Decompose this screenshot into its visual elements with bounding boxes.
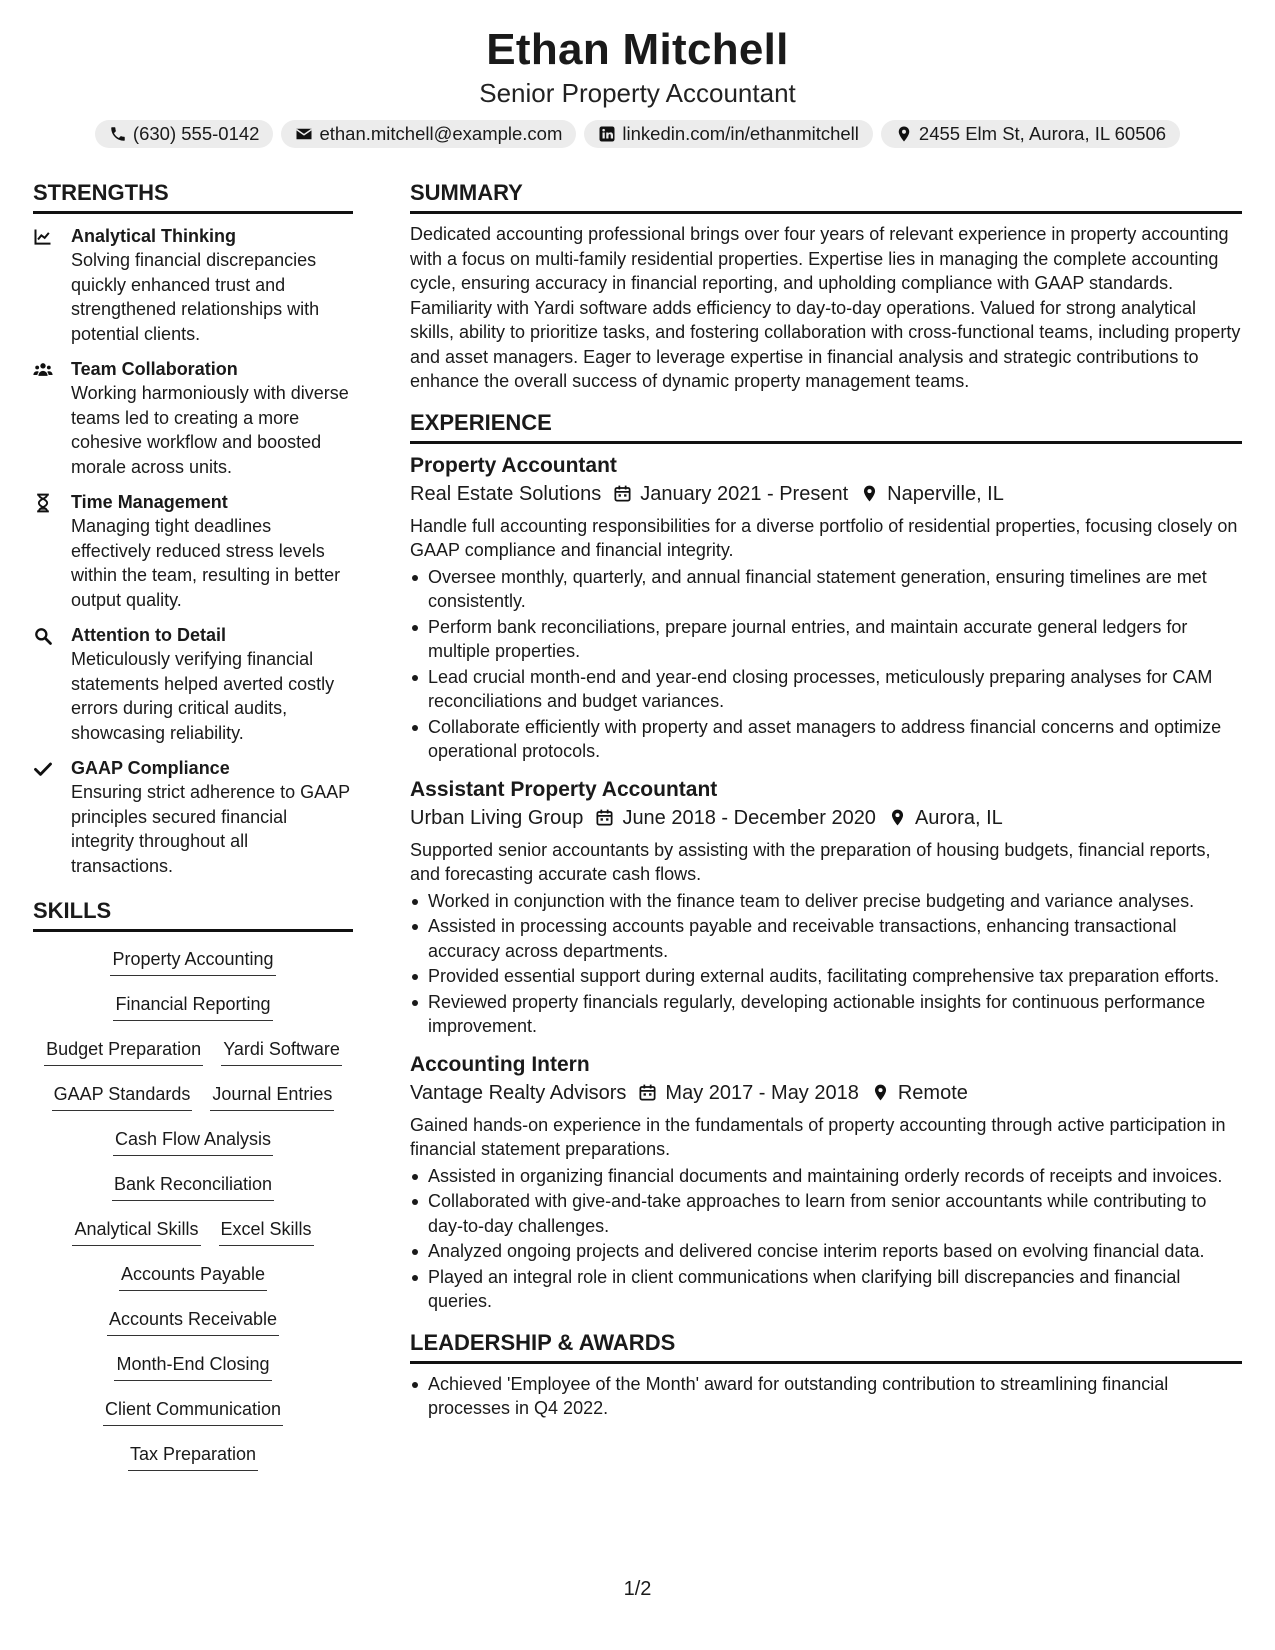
job-company: Urban Living Group (410, 806, 584, 829)
job-description: Handle full accounting responsibilities for a diverse portfolio of residential properties, focusing closely on GAAP compliance and financial integrity. (410, 515, 1238, 560)
strength-title: Team Collaboration (71, 359, 238, 379)
job-bullets (410, 565, 1242, 764)
chart-line-icon (33, 227, 53, 247)
map-pin-icon (860, 484, 879, 503)
job-dates: January 2021 - Present (640, 482, 849, 505)
job-description: Supported senior accountants by assisting with the preparation of housing budgets, financial reports, and forecasting accurate cash flows. (410, 839, 1211, 884)
linkedin-icon (598, 125, 616, 143)
contact-email-text: ethan.mitchell@example.com (319, 123, 563, 144)
job-title: Assistant Property Accountant (410, 777, 718, 801)
skill-tag: Cash Flow Analysis (113, 1126, 273, 1156)
job-bullet: Assisted in processing accounts payable and receivable transactions, enhancing transactional accuracy across departments. (410, 914, 1242, 963)
skill-tag: Tax Preparation (128, 1441, 258, 1471)
job-bullet: Analyzed ongoing projects and delivered concise interim reports based on evolving financial data. (410, 1239, 1242, 1264)
strength-desc: Meticulously verifying financial statements helped averted costly errors during critical audits, showcasing reliability. (71, 649, 335, 743)
contact-linkedin-text: linkedin.com/in/ethanmitchell (622, 123, 859, 144)
job-meta (410, 480, 1242, 508)
job-company: Real Estate Solutions (410, 482, 602, 505)
envelope-icon (295, 125, 313, 143)
strength-item (33, 224, 353, 346)
strength-item (33, 490, 353, 612)
summary-section (410, 178, 1242, 394)
skill-tag: Excel Skills (219, 1216, 314, 1246)
job-bullet: Collaborated with give-and-take approaches to learn from senior accountants while contributing to day-to-day challenges. (410, 1189, 1242, 1238)
contact-email[interactable] (281, 120, 576, 148)
contact-linkedin[interactable] (584, 120, 873, 148)
skill-tag: Budget Preparation (44, 1036, 203, 1066)
skill-tag: Client Communication (103, 1396, 283, 1426)
skill-tag: Journal Entries (210, 1081, 334, 1111)
strengths-section (33, 178, 353, 878)
skill-tag: Month-End Closing (114, 1351, 271, 1381)
strength-title: Attention to Detail (71, 625, 226, 645)
job-title: Accounting Intern (410, 1052, 590, 1076)
strength-item (33, 357, 353, 479)
leadership-bullets (410, 1372, 1242, 1421)
map-pin-icon (888, 808, 907, 827)
phone-icon (109, 125, 127, 143)
skill-tag: Yardi Software (221, 1036, 342, 1066)
skill-tag: Financial Reporting (113, 991, 272, 1021)
job-meta (410, 804, 1242, 832)
page-number: 1/2 (623, 1578, 652, 1600)
strength-title: Time Management (71, 492, 228, 512)
job-bullet: Oversee monthly, quarterly, and annual financial statement generation, ensuring timelines are met consistently. (410, 565, 1242, 614)
job-bullet: Perform bank reconciliations, prepare journal entries, and maintain accurate general ledgers for multiple properties. (410, 615, 1242, 664)
calendar-icon (638, 1083, 657, 1102)
job-location: Naperville, IL (887, 482, 1004, 505)
resume-header (0, 0, 1275, 148)
skills-section (33, 896, 353, 1486)
experience-heading: EXPERIENCE (410, 408, 1242, 444)
contact-phone-text: (630) 555-0142 (132, 123, 260, 144)
leadership-section (410, 1328, 1242, 1421)
strength-desc: Working harmoniously with diverse teams led to creating a more cohesive workflow and boosted morale across units. (71, 383, 349, 477)
job-location: Remote (897, 1081, 968, 1104)
job-entry (410, 776, 1242, 1039)
contact-bar (0, 120, 1275, 148)
strengths-heading: STRENGTHS (33, 178, 353, 214)
contact-address (881, 120, 1180, 148)
skill-tag: Property Accounting (110, 946, 275, 976)
strength-desc: Solving financial discrepancies quickly enhanced trust and strengthened relationships with potential clients. (71, 250, 320, 344)
strength-title: Analytical Thinking (71, 226, 237, 246)
strength-item (33, 623, 353, 745)
search-icon (33, 626, 53, 646)
job-bullet: Worked in conjunction with the finance team to deliver precise budgeting and variance analyses. (410, 889, 1242, 914)
job-dates: May 2017 - May 2018 (665, 1081, 859, 1104)
skill-tag: Accounts Receivable (107, 1306, 279, 1336)
job-location: Aurora, IL (914, 806, 1003, 829)
skill-tag: Accounts Payable (119, 1261, 267, 1291)
contact-address-text: 2455 Elm St, Aurora, IL 60506 (918, 123, 1167, 144)
checkmark-icon (33, 759, 53, 779)
job-bullet: Provided essential support during external audits, facilitating comprehensive tax preparation efforts. (410, 964, 1242, 989)
leadership-heading: LEADERSHIP & AWARDS (410, 1328, 1242, 1364)
job-bullet: Collaborate efficiently with property and asset managers to address financial concerns and optimize operational protocols. (410, 715, 1242, 764)
summary-heading: SUMMARY (410, 178, 1242, 214)
skills-list (33, 942, 353, 1486)
job-bullets (410, 1164, 1242, 1314)
calendar-icon (595, 808, 614, 827)
job-bullet: Lead crucial month-end and year-end closing processes, meticulously preparing analyses for CAM reconciliations and budget variances. (410, 665, 1242, 714)
leadership-bullet: Achieved 'Employee of the Month' award for outstanding contribution to streamlining financial processes in Q4 2022. (410, 1372, 1242, 1421)
job-bullet: Played an integral role in client communications when clarifying bill discrepancies and financial queries. (410, 1265, 1242, 1314)
map-pin-icon (895, 125, 913, 143)
job-title: Property Accountant (410, 453, 617, 477)
summary-text: Dedicated accounting professional brings over four years of relevant experience in property accounting with a focus on multi-family residential properties. Expertise lies in managing the complete accounting cycle, ensuring accuracy in financial reporting, and upholding compliance with GAAP standards. Familiarity with Yardi software adds efficiency to day-to-day operations. Valued for strong analytical skills, ability to prioritize tasks, and fostering collaboration with cross-functional teams, including property and asset managers. Eager to leverage expertise in financial analysis and strategic contributions to enhance the overall success of dynamic property management teams. (410, 224, 1241, 391)
job-meta (410, 1079, 1242, 1107)
candidate-role: Senior Property Accountant (479, 78, 796, 108)
strength-desc: Ensuring strict adherence to GAAP principles secured financial integrity throughout all transactions. (71, 782, 350, 876)
calendar-icon (613, 484, 632, 503)
skill-tag: Analytical Skills (72, 1216, 200, 1246)
strength-desc: Managing tight deadlines effectively reduced stress levels within the team, resulting in better output quality. (71, 516, 341, 610)
contact-phone[interactable] (95, 120, 274, 148)
users-icon (33, 360, 53, 380)
candidate-name: Ethan Mitchell (486, 25, 789, 74)
right-column (410, 178, 1242, 1435)
left-column (33, 178, 353, 1486)
job-bullets (410, 889, 1242, 1039)
job-entry (410, 452, 1242, 764)
job-company: Vantage Realty Advisors (410, 1081, 627, 1104)
strength-title: GAAP Compliance (71, 758, 230, 778)
skills-heading: SKILLS (33, 896, 353, 932)
hourglass-icon (33, 493, 53, 513)
job-bullet: Reviewed property financials regularly, developing actionable insights for continuous performance improvement. (410, 990, 1242, 1039)
experience-section (410, 408, 1242, 1314)
job-dates: June 2018 - December 2020 (622, 806, 876, 829)
job-entry (410, 1051, 1242, 1314)
job-bullet: Assisted in organizing financial documents and maintaining orderly records of receipts and invoices. (410, 1164, 1242, 1189)
skill-tag: Bank Reconciliation (112, 1171, 274, 1201)
map-pin-icon (871, 1083, 890, 1102)
skill-tag: GAAP Standards (52, 1081, 193, 1111)
strength-item (33, 756, 353, 878)
job-description: Gained hands-on experience in the fundamentals of property accounting through active participation in financial statement preparations. (410, 1114, 1226, 1159)
